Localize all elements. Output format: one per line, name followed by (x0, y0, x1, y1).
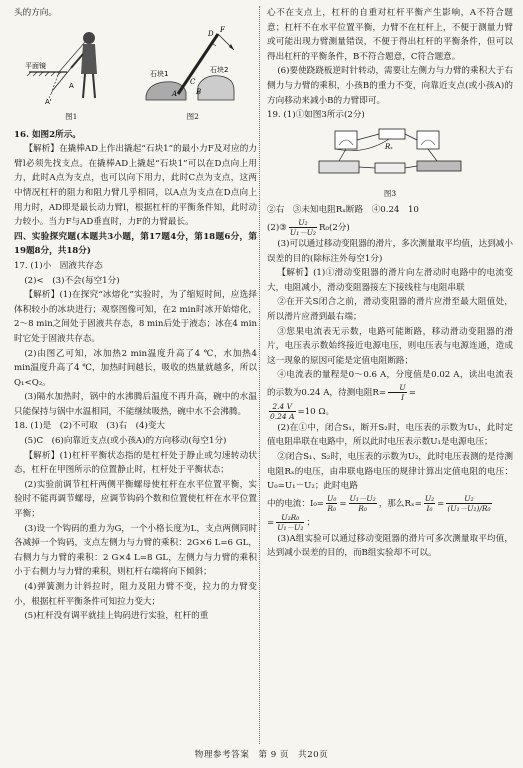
paragraph: 头的方向。 (14, 8, 57, 18)
question-19-analysis-9 (267, 513, 513, 532)
question-19-analysis-6: (2)在①中，闭合S₁，断开S₂时，电压表的示数为U₁，此时定值电阻串联在电路中，所以此时电压表示数U₁是电源电压； (267, 422, 513, 448)
paragraph: (6)要使跷跷板逆时针转动，需要让左侧力与力臂的乘积大于右侧力与力臂的乘积，小孩B的重力不变，向靠近支点(或小孩A)的方向移动来减小B的力臂即可。 (267, 66, 513, 106)
fraction (349, 494, 377, 513)
circuit-diagram (305, 125, 475, 187)
text: = (267, 517, 275, 528)
text: = (339, 498, 347, 509)
figure-row (14, 23, 257, 125)
fraction (446, 494, 491, 513)
denominator: I (401, 392, 405, 402)
question-18-answer-1: 18. (1)是 (2)不可取 (3)右 (4)变大 (14, 421, 166, 432)
left-column (14, 6, 257, 624)
answer-prefix: (2)③ (267, 222, 287, 233)
point-b-label: B (195, 88, 201, 96)
denominator: U₁－U₂ (289, 227, 317, 237)
question-19-answer-3 (267, 218, 513, 237)
mirror-label: 平面镜 (25, 62, 47, 70)
fraction (424, 494, 435, 513)
figure-1 (23, 24, 119, 125)
right-column (267, 6, 513, 561)
rx-label: Rₓ (385, 142, 393, 151)
question-18-analysis-4: (4)弹簧测力计斜拉时，阻力及阻力臂不变，拉力的力臂变小，根据杠杆平衡条件可知拉力变大； (14, 582, 257, 607)
figure-3 (267, 125, 513, 202)
numerator: U₂ (424, 493, 435, 503)
question-18-answer-2: (5)C (6)向靠近支点(或小孩A)的方向移动(每空1分) (24, 436, 227, 447)
page-footer: 物理参考答案 第 9 页 共20页 (194, 750, 329, 760)
question-19-answer-4: (3)可以通过移动变阻器的滑片，多次测量取平均值，达到减小误差的目的(除标注外每空1分) (267, 238, 513, 264)
point-a-label: A (69, 82, 75, 90)
question-19-answer-2: ②右 ③未知电阻Rₓ断路 ④0.24 10 (267, 205, 419, 216)
denominator: I₀ (426, 503, 433, 513)
section-4-heading: 四、实验探究题(本题共3小题，第17题4分，第18题6分，第19题8分，共18分) (14, 231, 257, 257)
question-16-analysis: 【解析】在撬棒AD上作出撬起“石块1”的最小力F及对应的力臂l必须先找支点。在撬棒AD上撬起“石块1”可以在D点向上用力，此时A点为支点，也可以向下用力，此时C点为支点，这两中情况杠杆的阻力和阻力臂几乎相同，以A点为支点在D点向上用力时，AD即是最长动力臂l，根据杠杆的平衡条件知，此时动力较小。当力F与AD垂直时，力F的力臂最长。 (14, 144, 257, 228)
fraction (289, 218, 317, 237)
denominator: R₀ (358, 503, 367, 513)
numerator: U (388, 383, 407, 393)
numerator: U₁－U₂ (349, 493, 376, 503)
question-17-analysis-3: (3)隔水加热时，锅中的水沸腾后温度不再升高，碗中的水温只能保持与锅中水温相同，不能继续吸热，碗中水不会沸腾。 (14, 392, 257, 417)
text: ； (306, 517, 315, 528)
answer-suffix: R₀(2分) (319, 222, 350, 233)
equals-sign: = (408, 387, 416, 398)
text: ，那么Rₓ= (378, 498, 422, 509)
question-19-analysis-7: ②闭合S₁、S₂时，电压表的示数为U₂，此时电压表测的是待测电阻Rₓ的电压，由串联电路电压的规律计算出定值电阻的电压：U₀=U₁－U₂；此时电路 (267, 452, 513, 492)
point-a-label: A (171, 90, 177, 98)
question-19-analysis-10: (3)A组实验可以通过移动变阻器的滑片可多次测量取平均值，达到减小误差的目的，而B组实验却不可以。 (267, 533, 513, 559)
text: 中的电流：I₀= (267, 498, 325, 509)
figure-1-caption: 图1 (65, 112, 78, 121)
point-a-prime-label: A' (45, 98, 52, 106)
question-17-analysis-2: (2)由图乙可知，冰加热2 min温度升高了4 ℃，水加热4 min温度升高了4 ℃，加热时间越长，吸收的热量就越多，所以Q₁<Q₂。 (14, 348, 257, 388)
question-19-answer-1: 19. (1)①如图3所示(2分) (267, 110, 365, 121)
question-17-answer-2: (2)< (3)不会(每空1分) (24, 275, 120, 286)
fraction (276, 513, 304, 532)
numerator: U₀ (327, 493, 337, 503)
numerator: U₂ (289, 218, 317, 228)
numerator: U₂ (446, 494, 491, 504)
fraction (326, 494, 337, 513)
question-18-analysis-1: 【解析】(1)杠杆平衡状态指的是杠杆处于静止或匀速转动状态，杠杆在甲图所示的位置静止时，杠杆处于平衡状态； (14, 450, 257, 476)
numerator: U₂R₀ (276, 513, 304, 523)
question-16-title: 16. 如图2所示。 (14, 129, 81, 140)
question-19-analysis-8 (267, 494, 513, 513)
question-19-analysis-3: ③您果电流表无示数，电路可能断路，移动滑动变阻器的滑片，电压表示数始终接近电源电压，则电压表与电源连通，造成这一现象的原因可能是定值电阻断路； (267, 326, 513, 366)
figure-3-caption: 图3 (383, 188, 397, 198)
fraction (269, 402, 296, 421)
figure-2 (138, 24, 248, 125)
mirror-reflection-diagram (23, 24, 119, 110)
stone-2-label: 石块2 (209, 66, 229, 74)
question-19-analysis-1: 【解析】(1)①滑动变阻器的滑片向左滑动时电路中的电流变大，电阻减小，滑动变阻器接左下接线柱与电阻串联 (267, 268, 513, 293)
figure-2-caption: 图2 (186, 112, 199, 121)
question-18-analysis-2: (2)实验前调节杠杆两侧平衡螺母使杠杆在水平位置平衡，实验时不能再调节螺母，应调节钩码个数和位置使杠杆在水平位置平衡； (14, 479, 257, 520)
question-19-analysis-4 (267, 368, 513, 402)
question-18-analysis-3: (3)设一个钩码的重力为G，一个小格长度为L，支点两侧同时各减掉一个钩码，支点左侧力与力臂的乘积：2G×6 L=6 GL，右侧力与力臂的乘积：2 G×4 L=8 GL，左侧力与力臂的乘积小于右侧力与力臂的乘积，则杠杆右端将向下倾斜； (14, 523, 257, 578)
question-17-analysis-1: 【解析】(1)在探究“冰熔化”实验时，为了缩短时间，应选择体积较小的冰块进行；观察图像可知，在2 min时冰开始熔化，2～8 min之间处于固液共存态，8 min后处于液态；冰在4 min时它处于固液共存态。 (14, 290, 257, 344)
denominator: (U₁－U₂)/R₀ (447, 503, 491, 513)
fraction (388, 383, 407, 402)
text: = (437, 498, 445, 509)
force-f-label: F (219, 26, 225, 34)
question-18-analysis-5: (5)杠杆没有调平就挂上钩码进行实验，杠杆的重 (24, 611, 209, 622)
point-c-label: C (189, 78, 196, 86)
question-19-analysis-5 (267, 402, 513, 421)
crowbar-lever-diagram (138, 24, 248, 110)
stone-1-label: 石块1 (149, 70, 169, 78)
denominator: R₀ (327, 503, 336, 513)
paragraph: 心不在支点上，杠杆的自重对杠杆平衡产生影响，A不符合题意；杠杆不在水平位置平衡，力臂不在杠杆上，不便于测量力臂或可能出现力臂测量错误，不便于得出杠杆的平衡条件，但可以得出杠杆的平衡条件，B不符合题意，C符合题意。 (267, 8, 513, 62)
column-divider (259, 6, 260, 744)
denominator: 0.24 A (270, 411, 295, 421)
numerator: 2.4 V (269, 402, 296, 412)
question-19-analysis-2: ②在开关S闭合之前，滑动变阻器的滑片应滑至最大阻值处，所以滑片应滑到最右端； (267, 297, 513, 322)
denominator: U₁－U₂ (277, 522, 304, 532)
text: ④电流表的量程是0～0.6 A，分度值是0.02 A，读出电流表的示数为0.24 A，待测电阻R= (267, 370, 513, 398)
question-17-answer-1: 17. (1)小 固液共存态 (14, 260, 103, 271)
point-d-label: D (207, 30, 214, 38)
text: =10 Ω。 (297, 406, 335, 417)
